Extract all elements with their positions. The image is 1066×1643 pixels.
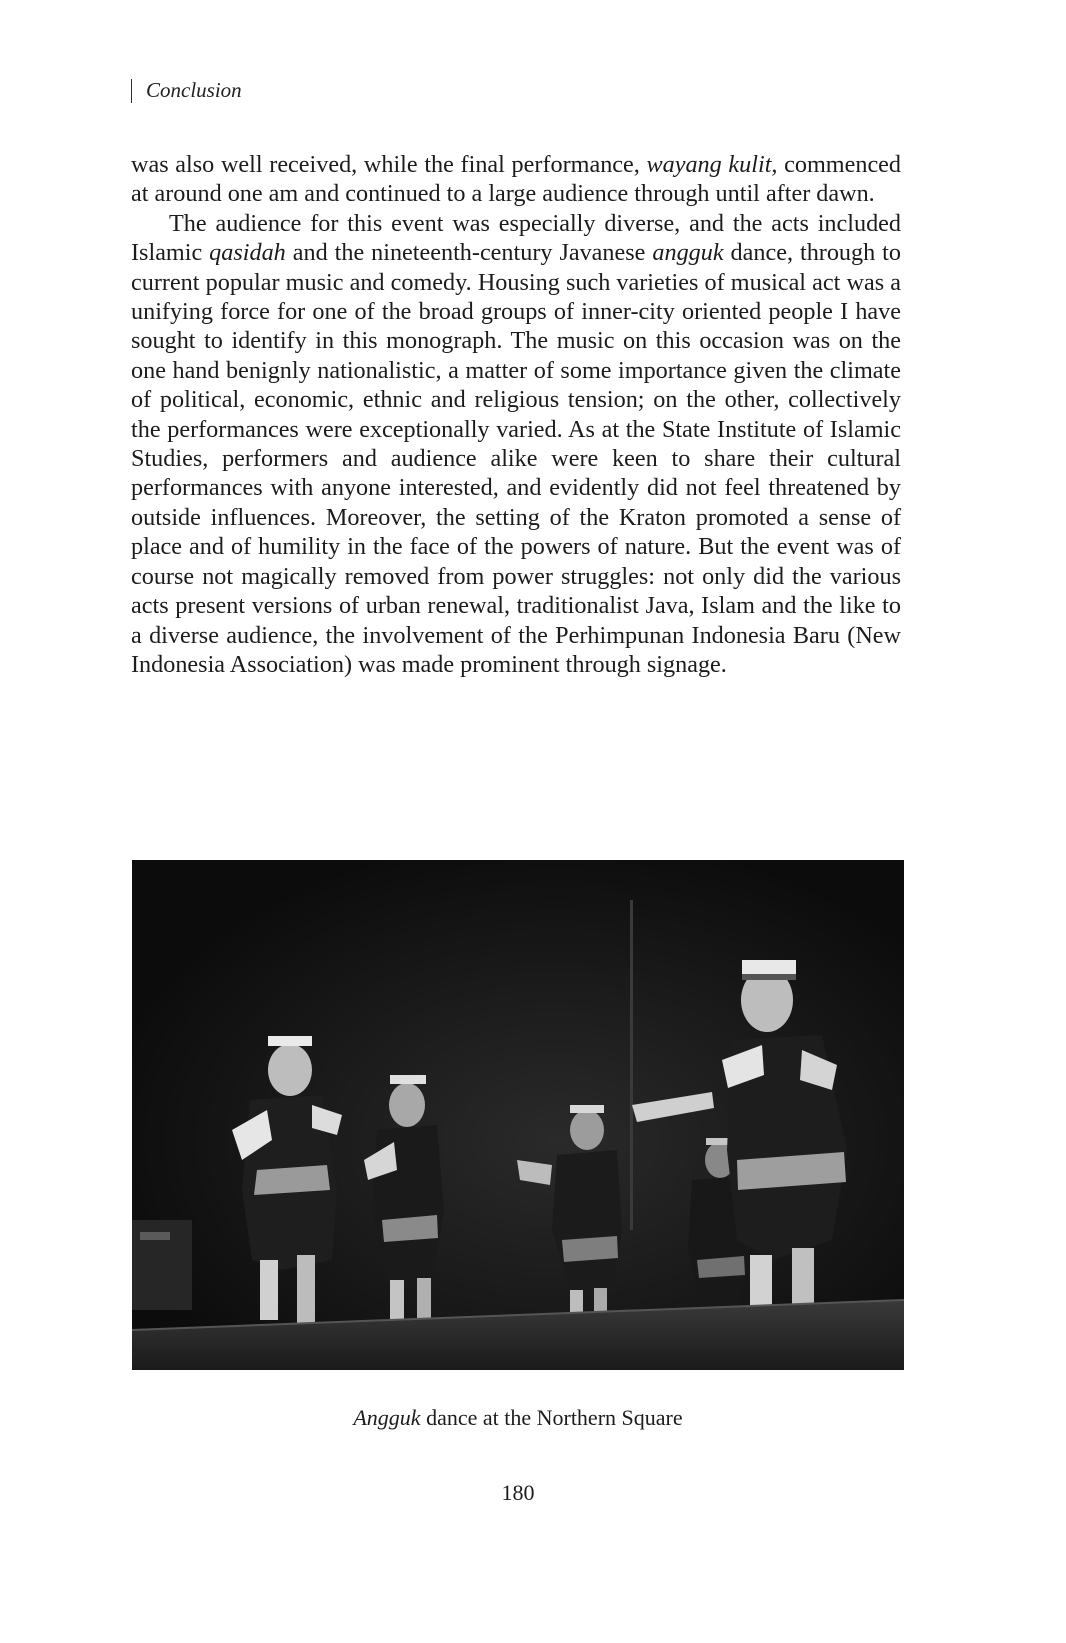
figure-caption: [132, 1405, 904, 1431]
body-text: [131, 150, 901, 679]
dance-photograph: [132, 860, 904, 1370]
paragraph-1: was also well received, while the final performance, wayang kulit, commenced at around one am and continued to a large audience through until after dawn.: [131, 151, 902, 208]
paragraph-2: The audience for this event was especially diverse, and the acts included Islamic qasidah and the nineteenth-century Javanese angguk dance, through to current popular music and comedy. Housing such varieties of musical act was a unifying force for one of the broad groups of inner-city oriented people I have sought to identify in this monograph. The music on this occasion was on the one hand benignly nationalistic, a matter of some importance given the climate of political, economic, ethnic and religious tension; on the other, collectively the performances were exceptionally varied. As at the State Institute of Islamic Studies, performers and audience alike were keen to share their cultural performances with anyone interested, and evidently did not feel threatened by outside influences. Moreover, the setting of the Kraton promoted a sense of place and of humility in the face of the powers of nature. But the event was of course not magically removed from power struggles: not only did the various acts present versions of urban renewal, traditionalist Java, Islam and the like to a diverse audience, the involvement of the Perhimpunan Indonesia Baru (New Indonesia Association) was made prominent through signage.: [131, 209, 901, 678]
caption-italic: Angguk: [353, 1405, 421, 1430]
running-head-title: Conclusion: [146, 78, 242, 102]
running-head-divider: [131, 79, 132, 103]
page-number: 180: [501, 1480, 535, 1505]
italic-term: angguk: [652, 239, 724, 267]
italic-term: qasidah: [209, 239, 286, 267]
running-head: [131, 78, 242, 103]
italic-term: wayang kulit,: [646, 151, 778, 178]
caption-text: dance at the Northern Square: [420, 1405, 683, 1430]
